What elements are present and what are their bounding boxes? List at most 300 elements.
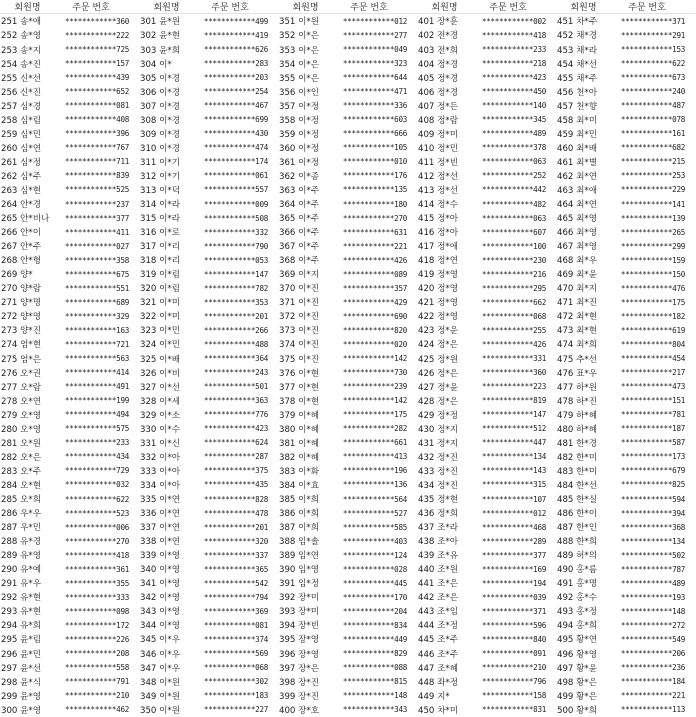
order-number-cell: ************512 [481,424,546,434]
table-row [556,492,695,506]
member-name-cell: 283 오*주 [1,466,42,477]
table-row [556,42,695,56]
table-row [417,211,556,225]
table-row [0,155,139,169]
member-name-cell: 277 오*람 [1,382,42,393]
order-number-cell: ************787 [620,564,685,574]
order-number-cell: ************170 [342,592,407,602]
order-number-cell: ************776 [203,410,268,420]
header-member-name: 회원명 [292,3,319,14]
order-number-cell: ************585 [342,522,407,532]
order-number-cell: ************236 [620,663,685,673]
member-name-cell: 408 정*람 [418,115,459,126]
table-row [278,28,417,42]
order-number-cell: ************221 [620,691,685,701]
order-number-cell: ************229 [620,185,685,195]
member-name-cell: 358 이*정 [279,115,320,126]
table-row [278,689,417,703]
member-name-cell: 497 황*윤 [557,663,598,674]
table-row [417,394,556,408]
member-name-cell: 489 허*의 [557,551,598,562]
order-number-cell: ************815 [342,677,407,687]
table-row [556,548,695,562]
member-name-cell: 479 하*혜 [557,410,598,421]
table-row [0,436,139,450]
order-number-cell: ************217 [620,368,685,378]
order-number-cell: ************690 [342,311,407,321]
table-row [139,127,278,141]
member-name-cell: 300 윤*영 [1,705,42,716]
order-number-cell: ************834 [342,620,407,630]
order-number-cell: ************230 [481,255,546,265]
member-name-cell: 353 이*은 [279,45,320,56]
table-row [278,506,417,520]
table-row [417,604,556,618]
table-column [0,0,139,717]
order-number-cell: ************491 [64,382,129,392]
table-row [417,14,556,28]
order-number-cell: ************434 [64,452,129,462]
order-number-cell: ************320 [203,536,268,546]
member-name-cell: 257 심*경 [1,101,42,112]
table-row [139,590,278,604]
member-name-cell: 333 이*아 [140,466,181,477]
member-name-cell: 455 채*주 [557,73,598,84]
order-number-cell: ************148 [620,606,685,616]
table-row [417,127,556,141]
table-column [556,0,695,717]
order-number-cell: ************360 [64,16,129,26]
member-name-cell: 394 장*빈 [279,621,320,632]
order-number-cell: ************061 [203,171,268,181]
order-number-cell: ************435 [203,480,268,490]
member-name-cell: 375 이*진 [279,354,320,365]
table-row [278,225,417,239]
member-name-cell: 259 심*민 [1,129,42,140]
table-row [139,295,278,309]
order-number-cell: ************012 [481,508,546,518]
member-name-cell: 436 정*희 [418,509,459,520]
table-row [417,450,556,464]
table-row [278,113,417,127]
table-row [139,309,278,323]
member-name-cell: 291 유*우 [1,579,42,590]
table-row [0,14,139,28]
table-row [0,113,139,127]
member-name-cell: 452 채*경 [557,31,598,42]
table-row [417,225,556,239]
member-name-cell: 496 황*영 [557,649,598,660]
member-name-cell: 474 최*희 [557,340,598,351]
table-row [0,85,139,99]
order-number-cell: ************299 [620,241,685,251]
table-row [556,155,695,169]
member-name-cell: 288 유*경 [1,537,42,548]
member-name-cell: 480 하*혜 [557,424,598,435]
order-number-cell: ************169 [481,564,546,574]
member-name-cell: 292 유*현 [1,593,42,604]
member-name-cell: 446 조*주 [418,649,459,660]
table-row [278,590,417,604]
order-number-cell: ************134 [481,452,546,462]
order-number-cell: ************134 [620,536,685,546]
member-name-cell: 441 조*은 [418,579,459,590]
table-row [556,604,695,618]
table-row [0,562,139,576]
member-name-cell: 484 한*선 [557,480,598,491]
order-number-cell: ************208 [64,649,129,659]
member-name-cell: 415 정*아 [418,214,459,225]
member-name-cell: 450 차*미 [418,705,459,716]
member-name-cell: 267 안*주 [1,242,42,253]
table-row [0,197,139,211]
member-name-cell: 492 홍*수 [557,593,598,604]
member-name-cell: 343 이*영 [140,607,181,618]
order-number-cell: ************426 [481,339,546,349]
table-row [278,576,417,590]
table-row [556,534,695,548]
member-name-cell: 429 정*정 [418,410,459,421]
member-name-cell: 341 이*영 [140,579,181,590]
table-row [139,42,278,56]
member-name-cell: 412 정*선 [418,171,459,182]
table-row [0,450,139,464]
table-row [556,127,695,141]
table-row [139,562,278,576]
member-name-cell: 478 하*진 [557,396,598,407]
member-name-cell: 458 최*미 [557,115,598,126]
member-name-cell: 326 이*비 [140,368,181,379]
table-row [556,450,695,464]
table-row [139,576,278,590]
member-name-cell: 379 이*혜 [279,410,320,421]
order-number-cell: ************361 [64,564,129,574]
table-row [417,380,556,394]
member-name-cell: 373 이*진 [279,326,320,337]
table-row [0,548,139,562]
table-row [278,450,417,464]
table-row [556,661,695,675]
table-row [417,675,556,689]
member-name-cell: 370 이*진 [279,284,320,295]
order-number-cell: ************136 [342,480,407,490]
table-row [139,450,278,464]
order-number-cell: ************187 [620,424,685,434]
member-name-cell: 473 최*현 [557,326,598,337]
table-row [556,562,695,576]
order-number-cell: ************820 [342,325,407,335]
table-row [0,464,139,478]
order-number-cell: ************141 [620,199,685,209]
order-number-cell: ************049 [342,45,407,54]
table-row [139,28,278,42]
member-name-cell: 456 천*아 [557,87,598,98]
table-row [0,394,139,408]
header-order-number: 주문 번호 [211,3,249,14]
order-number-cell: ************068 [481,311,546,321]
member-name-cell: 464 최*연 [557,200,598,211]
member-name-cell: 308 이*경 [140,115,181,126]
order-number-cell: ************377 [481,550,546,560]
member-name-cell: 414 정*수 [418,200,459,211]
member-name-cell: 362 이*종 [279,171,320,182]
member-name-cell: 278 오*연 [1,396,42,407]
order-number-cell: ************081 [203,620,268,630]
header-order-number: 주문 번호 [489,3,527,14]
member-name-cell: 481 한*경 [557,438,598,449]
table-row [0,632,139,646]
order-number-cell: ************184 [620,677,685,687]
member-name-cell: 305 이*경 [140,73,181,84]
member-name-cell: 386 이*희 [279,509,320,520]
member-name-cell: 369 이*지 [279,270,320,281]
order-number-cell: ************564 [342,494,407,504]
table-row [417,464,556,478]
table-row [556,394,695,408]
order-number-cell: ************652 [64,87,129,97]
member-name-cell: 260 심*연 [1,143,42,154]
member-name-cell: 284 오*현 [1,480,42,491]
order-number-cell: ************563 [64,354,129,364]
table-row [278,141,417,155]
member-name-cell: 371 이*진 [279,298,320,309]
order-number-cell: ************661 [342,438,407,448]
order-number-cell: ************575 [64,424,129,434]
order-number-cell: ************569 [203,649,268,659]
table-row [278,647,417,661]
member-name-cell: 439 조*유 [418,551,459,562]
member-name-cell: 498 황*은 [557,677,598,688]
order-number-cell: ************270 [64,536,129,546]
table-row [278,464,417,478]
order-number-cell: ************449 [342,634,407,644]
member-name-cell: 435 정*현 [418,495,459,505]
table-row [556,113,695,127]
table-row [417,183,556,197]
member-name-cell: 313 이*덕 [140,185,181,196]
member-name-cell: 425 정*원 [418,354,459,365]
table-row [0,71,139,85]
order-number-cell: ************287 [203,452,268,462]
member-name-cell: 345 이*우 [140,635,181,646]
member-name-cell: 466 최*영 [557,228,598,239]
order-number-cell: ************113 [620,705,685,715]
table-row [0,169,139,183]
member-name-cell: 265 안*비나 [1,214,50,225]
order-number-cell: ************357 [342,283,407,293]
member-name-cell: 365 이*주 [279,214,320,225]
member-name-cell: 351 이*원 [279,17,320,28]
order-number-cell: ************825 [620,480,685,490]
member-name-cell: 437 조*라 [418,523,459,534]
member-name-cell: 416 정*아 [418,228,459,239]
header-order-number: 주문 번호 [72,3,110,14]
order-number-cell: ************201 [203,311,268,321]
table-row [417,239,556,253]
member-name-cell: 334 이*아 [140,480,181,491]
order-number-cell: ************151 [620,396,685,406]
table-row [417,436,556,450]
table-row [0,337,139,351]
order-number-cell: ************369 [203,606,268,616]
table-row [139,436,278,450]
member-name-cell: 276 오*권 [1,368,42,379]
member-name-cell: 442 조*은 [418,593,459,604]
table-row [556,211,695,225]
table-row [139,675,278,689]
table-row [556,408,695,422]
order-number-cell: ************027 [64,241,129,251]
order-number-cell: ************471 [342,87,407,97]
table-row [139,478,278,492]
member-name-cell: 494 홍*희 [557,621,598,632]
order-number-cell: ************439 [64,73,129,83]
member-name-cell: 271 양*명 [1,298,42,309]
member-name-cell: 320 이*림 [140,284,181,295]
member-name-cell: 381 이*혜 [279,438,320,449]
order-number-cell: ************124 [342,550,407,560]
table-row [139,422,278,436]
order-number-cell: ************445 [342,578,407,588]
member-name-cell: 323 이*민 [140,326,181,337]
table-row [556,478,695,492]
table-row [0,492,139,506]
table-row [417,534,556,548]
member-name-cell: 311 이*기 [140,157,181,168]
member-name-cell: 372 이*진 [279,312,320,323]
member-name-cell: 377 이*현 [279,382,320,393]
order-number-cell: ************840 [481,634,546,644]
member-name-cell: 376 이*현 [279,368,320,379]
order-number-cell: ************089 [342,269,407,279]
member-name-cell: 269 양* [1,270,33,281]
order-number-cell: ************336 [342,101,407,111]
header-order-number: 주문 번호 [350,3,388,14]
table-row [278,675,417,689]
member-name-cell: 295 윤*림 [1,635,42,646]
member-name-cell: 398 장*진 [279,677,320,688]
order-number-cell: ************551 [64,283,129,293]
member-name-cell: 354 이*은 [279,59,320,70]
table-row [139,548,278,562]
table-row [556,436,695,450]
table-row [556,675,695,689]
order-number-cell: ************419 [203,30,268,40]
table-row [417,478,556,492]
order-number-cell: ************206 [620,649,685,659]
table-row [417,267,556,281]
table-row [0,703,139,717]
member-name-cell: 342 이*영 [140,593,181,604]
order-number-cell: ************068 [203,663,268,673]
order-number-cell: ************501 [203,382,268,392]
order-number-cell: ************140 [481,101,546,111]
table-row [556,632,695,646]
order-number-cell: ************418 [481,30,546,40]
order-number-cell: ************603 [342,115,407,125]
member-name-cell: 350 이*원 [140,705,181,716]
order-number-cell: ************239 [342,382,407,392]
order-number-cell: ************794 [203,592,268,602]
table-row [417,253,556,267]
member-name-cell: 383 이*화 [279,466,320,477]
table-row [556,464,695,478]
table-row [556,85,695,99]
table-row [417,590,556,604]
table-row [139,57,278,71]
order-number-cell: ************525 [64,185,129,195]
table-row [278,562,417,576]
table-row [417,155,556,169]
member-name-cell: 470 최*지 [557,284,598,295]
table-row [278,71,417,85]
order-number-cell: ************078 [620,115,685,125]
order-number-cell: ************819 [481,396,546,406]
member-name-cell: 418 정*연 [418,256,459,267]
order-number-cell: ************302 [203,677,268,687]
member-name-cell: 405 정*경 [418,73,459,84]
order-number-cell: ************203 [203,73,268,83]
header-member-name: 회원명 [431,3,458,14]
member-name-cell: 325 이*배 [140,354,181,365]
table-row [139,492,278,506]
table-row [556,14,695,28]
header-member-name: 회원명 [570,3,597,14]
member-name-cell: 366 이*주 [279,228,320,239]
member-name-cell: 310 이*경 [140,143,181,154]
order-number-cell: ************782 [203,283,268,293]
table-row [278,478,417,492]
header-member-name: 회원명 [153,3,180,14]
order-number-cell: ************315 [481,480,546,490]
member-name-cell: 392 장*미 [279,593,320,604]
table-row [278,85,417,99]
member-name-cell: 368 이*주 [279,256,320,267]
table-row [556,520,695,534]
member-name-cell: 352 이*은 [279,31,320,42]
column-header [0,0,139,14]
order-number-cell: ************682 [620,143,685,153]
member-name-cell: 380 이*혜 [279,424,320,435]
table-row [0,323,139,337]
order-number-cell: ************199 [64,396,129,406]
table-row [556,267,695,281]
table-row [0,309,139,323]
table-row [556,99,695,113]
table-row [0,99,139,113]
table-row [0,295,139,309]
table-row [0,647,139,661]
table-row [139,366,278,380]
table-row [556,618,695,632]
table-row [278,211,417,225]
member-name-cell: 258 심*림 [1,115,42,126]
order-number-cell: ************403 [342,536,407,546]
member-name-cell: 378 이*현 [279,396,320,407]
table-row [556,590,695,604]
order-number-cell: ************028 [342,564,407,574]
member-name-cell: 457 천*향 [557,101,598,112]
table-row [139,408,278,422]
table-row [417,689,556,703]
column-header [278,0,417,14]
member-name-cell: 483 한*미 [557,466,598,477]
order-number-cell: ************105 [342,143,407,153]
table-row [278,42,417,56]
member-name-cell: 327 이*선 [140,382,181,393]
table-row [139,604,278,618]
order-number-cell: ************081 [64,101,129,111]
